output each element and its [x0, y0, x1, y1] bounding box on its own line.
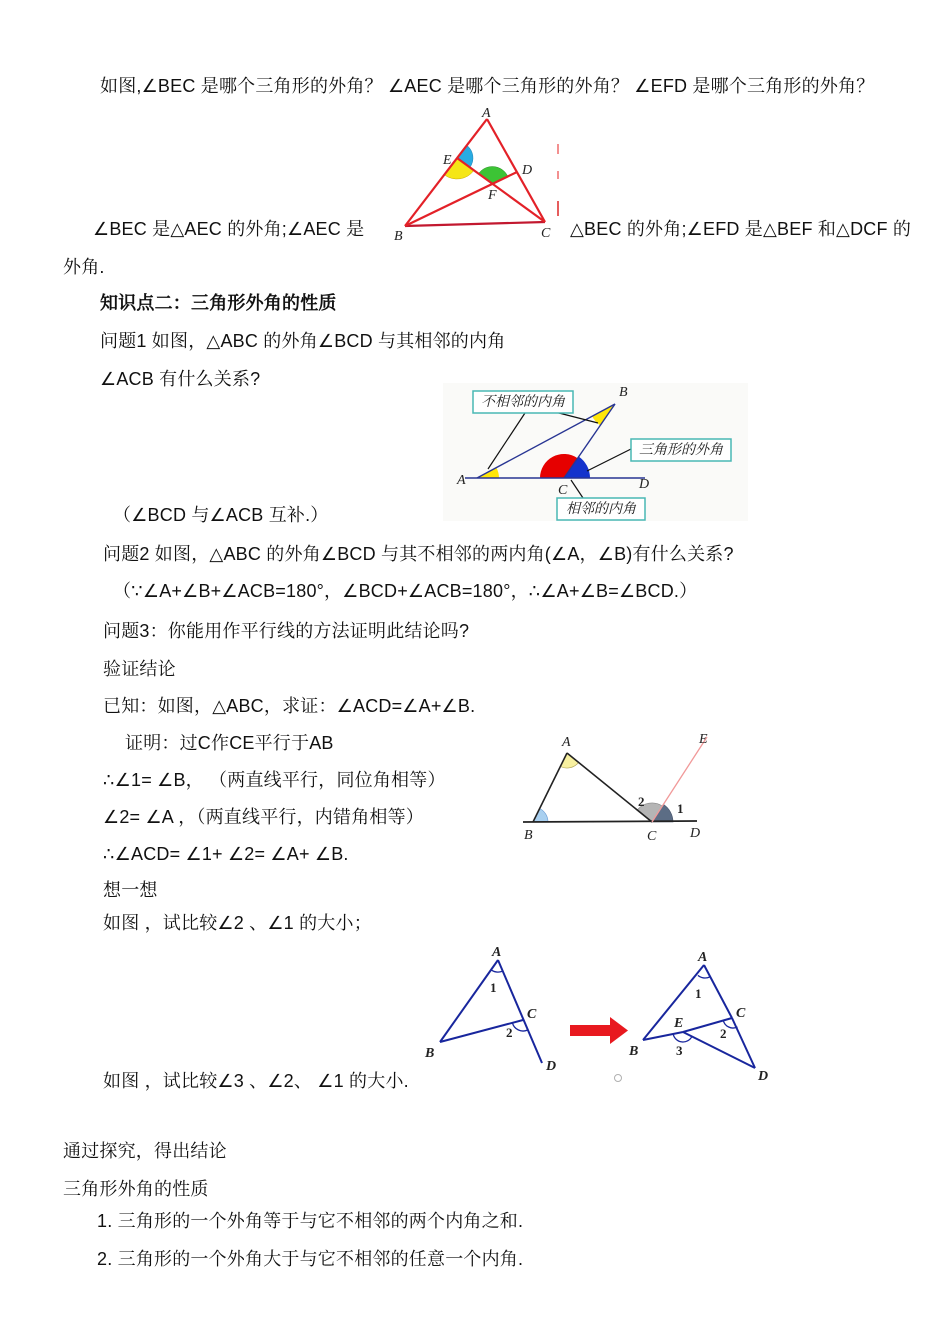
question1-line1: 问题1 如图，△ABC 的外角∠BCD 与其相邻的内角	[100, 331, 506, 351]
verify-heading: 验证结论	[103, 659, 176, 679]
angle-number-2: 2	[638, 794, 645, 809]
vertex-label-d: D	[546, 1059, 557, 1074]
edge-ab	[405, 119, 487, 226]
angle-number-2: 2	[506, 1025, 513, 1040]
left-figure	[424, 945, 556, 1074]
line-bcd	[523, 821, 697, 822]
angle-wedge-b	[533, 809, 548, 823]
proof-step-4: ∴∠ACD= ∠1+ ∠2= ∠A+ ∠B.	[103, 844, 349, 864]
proof-step-1: 证明：过C作CE平行于AB	[125, 733, 334, 753]
diagram-proof-parallel-line	[505, 728, 717, 856]
vertex-label-a: A	[562, 735, 571, 750]
edge-bd	[405, 172, 517, 226]
right-figure	[628, 950, 768, 1084]
vertex-label-f: F	[488, 188, 497, 203]
angle-number-3: 3	[676, 1043, 683, 1058]
arrow-head	[610, 1017, 628, 1044]
vertex-label-c: C	[558, 483, 568, 498]
intro-question-line: 如图,∠BEC 是哪个三角形的外角？ ∠AEC 是哪个三角形的外角？ ∠EFD 是哪个三角形的外角？	[100, 76, 875, 96]
vertex-label-d: D	[639, 477, 650, 492]
edge-ac	[704, 965, 732, 1018]
edge-ed	[683, 1032, 755, 1068]
vertex-label-e: E	[443, 153, 452, 168]
conclusion-title: 三角形外角的性质	[63, 1179, 209, 1199]
question1-note: （∠BCD 与∠ACB 互补.）	[113, 505, 329, 525]
angle-number-1: 1	[490, 980, 497, 995]
callout-label-adjacent: 相邻的内角	[566, 502, 636, 517]
vertex-label-d: D	[522, 163, 533, 178]
conclusion-item-2: 2. 三角形的一个外角大于与它不相邻的任意一个内角.	[97, 1249, 524, 1269]
callout-label-exterior: 三角形的外角	[639, 443, 723, 458]
edge-bc	[405, 222, 545, 226]
question3-line: 问题3：你能用作平行线的方法证明此结论吗?	[103, 621, 470, 641]
edge-ab	[533, 753, 567, 822]
answer-line-cont: 外角.	[63, 257, 105, 277]
conclusion-intro: 通过探究，得出结论	[63, 1141, 227, 1161]
angle-number-1: 1	[677, 801, 684, 816]
edge-ac	[567, 753, 652, 822]
arrow-shaft	[570, 1025, 610, 1036]
vertex-label-d: D	[758, 1069, 769, 1084]
proof-step-3: ∠2= ∠A ，（两直线平行，内错角相等）	[103, 807, 425, 827]
proof-step-2: ∴∠1= ∠B， （两直线平行，同位角相等）	[103, 770, 446, 790]
vertex-label-b: B	[425, 1046, 435, 1061]
vertex-label-b: B	[524, 828, 533, 843]
angle-number-2: 2	[720, 1026, 727, 1041]
compare-task-1: 如图 ，试比较∠2 、∠1 的大小；	[103, 913, 372, 933]
vertex-label-c: C	[736, 1006, 746, 1021]
callout-label-nonadjacent: 不相邻的内角	[481, 395, 565, 410]
vertex-label-b: B	[629, 1044, 639, 1059]
angle-arc-a	[491, 970, 503, 972]
vertex-label-a: A	[457, 473, 466, 488]
vertex-label-e: E	[674, 1016, 684, 1031]
vertex-label-c: C	[541, 226, 551, 241]
diagram-exterior-angle-callouts	[443, 383, 748, 523]
compare-task-2: 如图 ，试比较∠3 、∠2、 ∠1 的大小.	[103, 1071, 409, 1091]
conclusion-item-1: 1. 三角形的一个外角等于与它不相邻的两个内角之和.	[97, 1211, 524, 1231]
diagram-compare-angles	[420, 945, 782, 1097]
question2-note: （∵∠A+∠B+∠ACB=180°，∠BCD+∠ACB=180°，∴∠A+∠B=∠BCD.）	[113, 581, 698, 601]
stray-circle-mark	[615, 1075, 622, 1082]
red-arrow-icon	[570, 1017, 628, 1044]
vertex-label-a: A	[698, 950, 708, 965]
angle-wedge-efd-green	[479, 167, 508, 184]
question2-line: 问题2 如图，△ABC 的外角∠BCD 与其不相邻的两内角(∠A，∠B)有什么关系?	[103, 544, 734, 564]
question1-line2: ∠ACB 有什么关系?	[100, 369, 261, 389]
think-heading: 想一想	[103, 880, 158, 900]
vertex-label-a: A	[482, 108, 491, 121]
vertex-label-b: B	[619, 385, 628, 400]
angle-arc-a	[698, 975, 710, 978]
vertex-label-c: C	[527, 1007, 537, 1022]
vertex-label-a: A	[492, 945, 502, 960]
given-statement: 已知：如图，△ABC，求证：∠ACD=∠A+∠B.	[103, 696, 476, 716]
diagram-exterior-angles-triangle	[385, 108, 580, 250]
answer-line-right: △BEC 的外角;∠EFD 是△BEF 和△DCF 的	[570, 219, 912, 239]
edge-cd	[732, 1018, 755, 1068]
vertex-label-b: B	[394, 229, 403, 244]
vertex-label-c: C	[647, 829, 657, 844]
vertex-label-d: D	[690, 826, 701, 841]
section-heading: 知识点二：三角形外角的性质	[100, 293, 337, 313]
vertex-label-e: E	[699, 732, 708, 747]
answer-line-left: ∠BEC 是△AEC 的外角;∠AEC 是	[93, 219, 365, 239]
angle-number-1: 1	[695, 986, 702, 1001]
